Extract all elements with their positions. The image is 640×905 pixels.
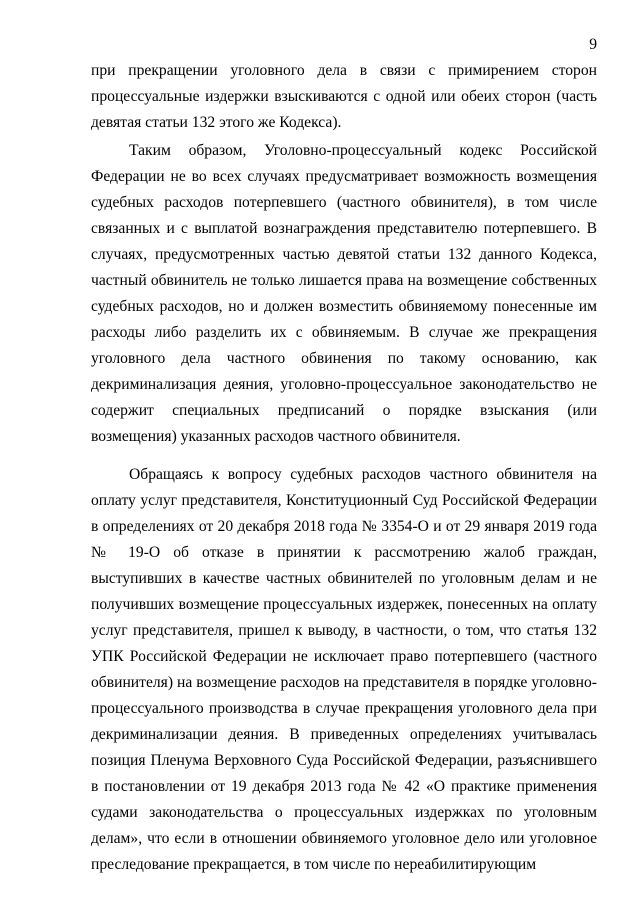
paragraph-constitutional-court: Обращаясь к вопросу судебных расходов частного обвинителя на оплату услуг представителя, Конституционный Суд Российской Федерации в определениях от 20 декабря 2018 года № 3354-О и от 29 января 2019 года № 19-О об отказе в принятии к рассмотрению жалоб граждан, выступивших в качестве частных обвинителей по уголовным делам и не получивших возмещение процессуальных издержек, понесенных на оплату услуг представителя, пришел к выводу, в частности, о том, что статья 132 УПК Российской Федерации не исключает право потерпевшего (частного обвинителя) на возмещение расходов на представителя в порядке уголовно-процессуального производства в случае прекращения уголовного дела при декриминализации деяния. В приведенных определениях учитывалась позиция Пленума Верховного Суда Российской Федерации, разъяснившего в постановлении от 19 декабря 2013 года № 42 «О практике применения судами законодательства о процессуальных издержках по уголовным делам», что если в отношении обвиняемого уголовное дело или уголовное преследование прекращается, в том числе по нереабилитирующим bbox=[91, 466, 597, 873]
paragraph-summary: Таким образом, Уголовно-процессуальный кодекс Российской Федерации не во всех случаях предусматривает возможность возмещения судебных расходов потерпевшего (частного обвинителя), в том числе связанных и с выплатой вознаграждения представителю потерпевшего. В случаях, предусмотренных частью девятой статьи 132 данного Кодекса, частный обвинитель не только лишается права на возмещение собственных судебных расходов, но и должен возместить обвиняемому понесенные им расходы либо разделить их с обвиняемым. В случае же прекращения уголовного дела частного обвинения по такому основанию, как декриминализация деяния, уголовно-процессуальное законодательство не содержит специальных предписаний о порядке взыскания (или возмещения) указанных расходов частного обвинителя. bbox=[91, 142, 597, 445]
page-number: 9 bbox=[589, 36, 597, 53]
document-body bbox=[91, 58, 597, 878]
paragraph-continuation: при прекращении уголовного дела в связи с примирением сторон процессуальные издержки взыскиваются с одной или обеих сторон (часть девятая статьи 132 этого же Кодекса). bbox=[91, 62, 597, 131]
